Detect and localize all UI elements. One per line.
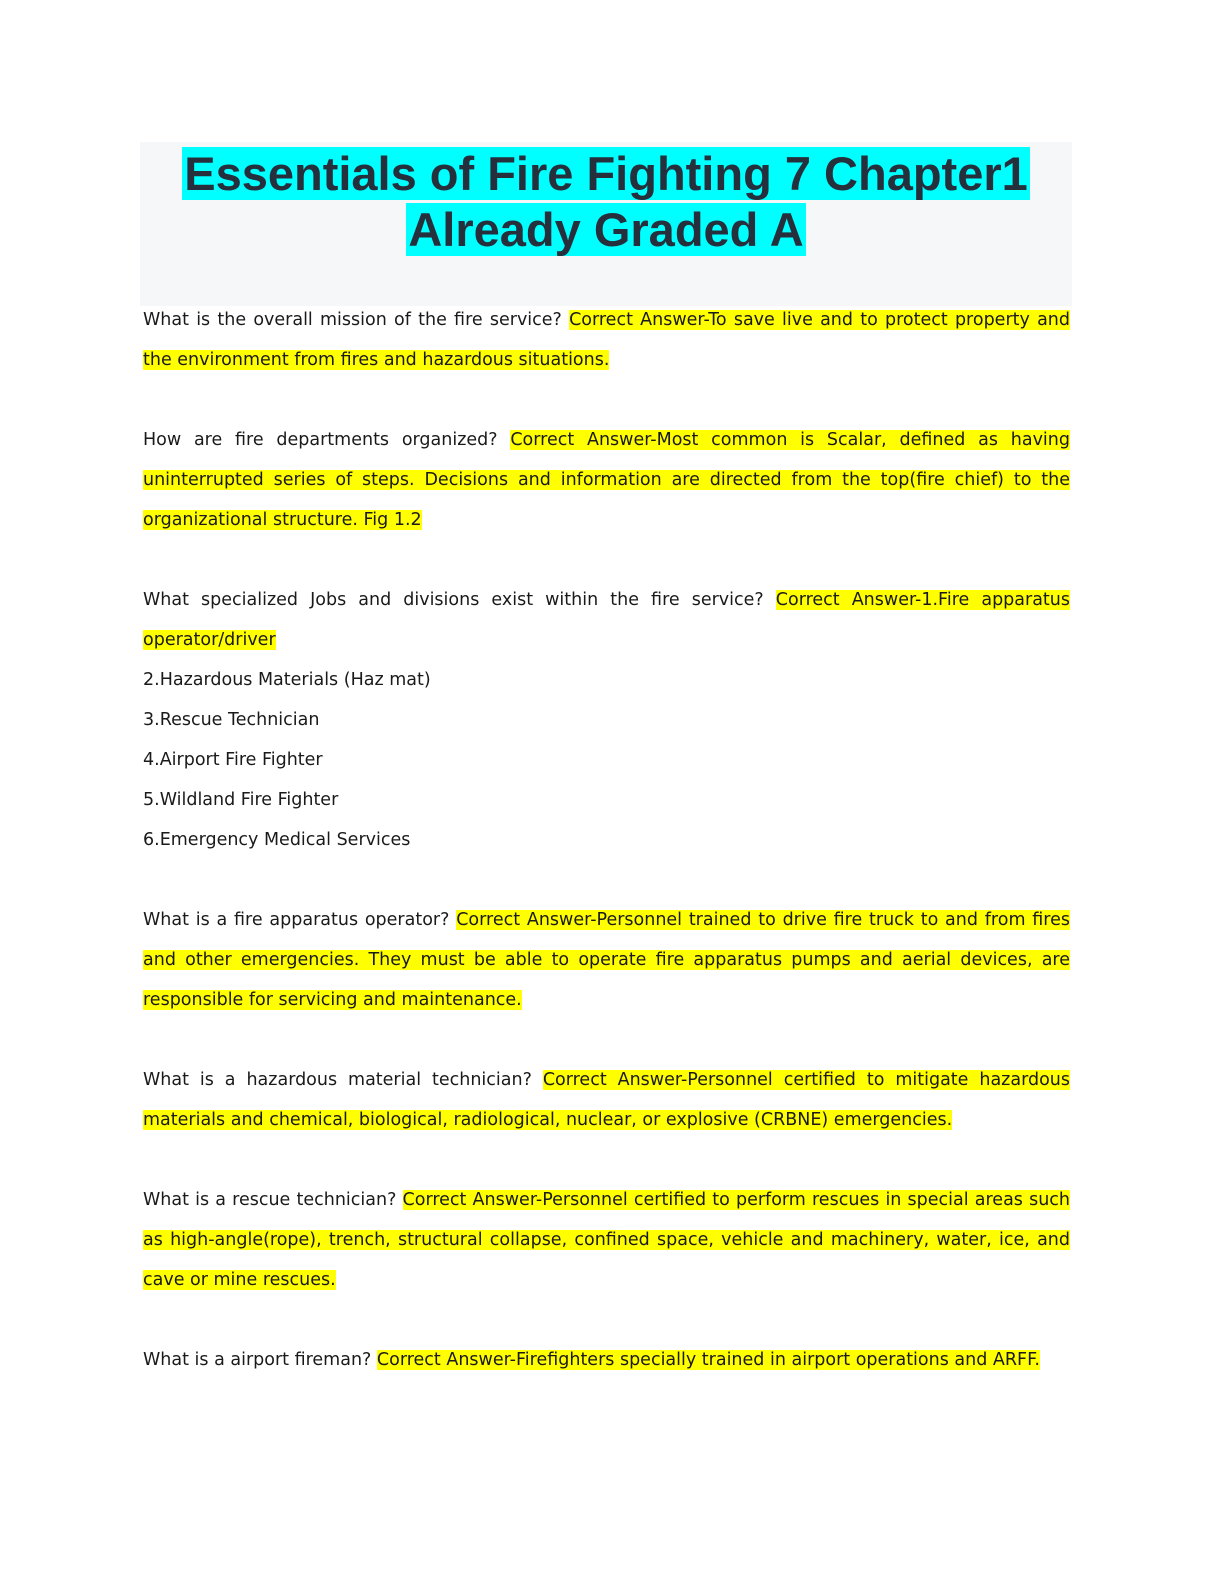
document-title [140, 142, 1072, 258]
list-item: 4.Airport Fire Fighter [143, 750, 323, 770]
qa-item-rescue-technician [143, 1180, 1070, 1300]
answer-text: Correct Answer-1.Fire apparatus operator/driver [143, 590, 1071, 650]
title-line-2: Already Graded A [408, 203, 804, 256]
question-text: What is the overall mission of the fire service? [143, 310, 570, 330]
question-text: What specialized Jobs and divisions exist within the fire service? [143, 590, 776, 610]
answer-text: Correct Answer-Most common is Scalar, defined as having uninterrupted series of steps. Decisions and information are directed from the top(fire chief) to the organizational structure. Fig 1.2 [143, 430, 1070, 530]
question-text: How are fire departments organized? [143, 430, 511, 450]
list-item: 6.Emergency Medical Services [143, 830, 411, 850]
title-line-1: Essentials of Fire Fighting 7 Chapter1 [184, 147, 1028, 200]
list-item: 3.Rescue Technician [143, 710, 320, 730]
answer-text: Correct Answer-Firefighters specially trained in airport operations and ARFF. [376, 1350, 1040, 1370]
list-item: 5.Wildland Fire Fighter [143, 790, 339, 810]
answer-text: Correct Answer-Personnel certified to mitigate hazardous materials and chemical, biological, radiological, nuclear, or explosive (CRBNE) emergencies. [143, 1070, 1070, 1130]
question-text: What is a fire apparatus operator? [143, 910, 457, 930]
answer-text: Correct Answer-Personnel trained to drive fire truck to and from fires and other emergencies. They must be able to operate fire apparatus pumps and aerial devices, are responsible for servicing and maintenance. [143, 910, 1070, 1010]
answer-text: Correct Answer-To save live and to protect property and the environment from fires and hazardous situations. [143, 310, 1071, 370]
title-band [140, 142, 1072, 306]
qa-item-apparatus-operator [143, 900, 1070, 1020]
qa-item-airport-fireman [143, 1340, 1070, 1380]
list-item: 2.Hazardous Materials (Haz mat) [143, 670, 431, 690]
qa-item-mission [143, 300, 1070, 380]
question-text: What is a rescue technician? [143, 1190, 403, 1210]
question-text: What is a airport fireman? [143, 1350, 377, 1370]
document-body [143, 300, 1070, 1380]
qa-item-specialized-jobs [143, 580, 1070, 860]
answer-text: Correct Answer-Personnel certified to perform rescues in special areas such as high-angle(rope), trench, structural collapse, confined space, vehicle and machinery, water, ice, and cave or mine rescues. [143, 1190, 1070, 1290]
qa-item-organization [143, 420, 1070, 540]
question-text: What is a hazardous material technician? [143, 1070, 543, 1090]
qa-item-hazmat-technician [143, 1060, 1070, 1140]
